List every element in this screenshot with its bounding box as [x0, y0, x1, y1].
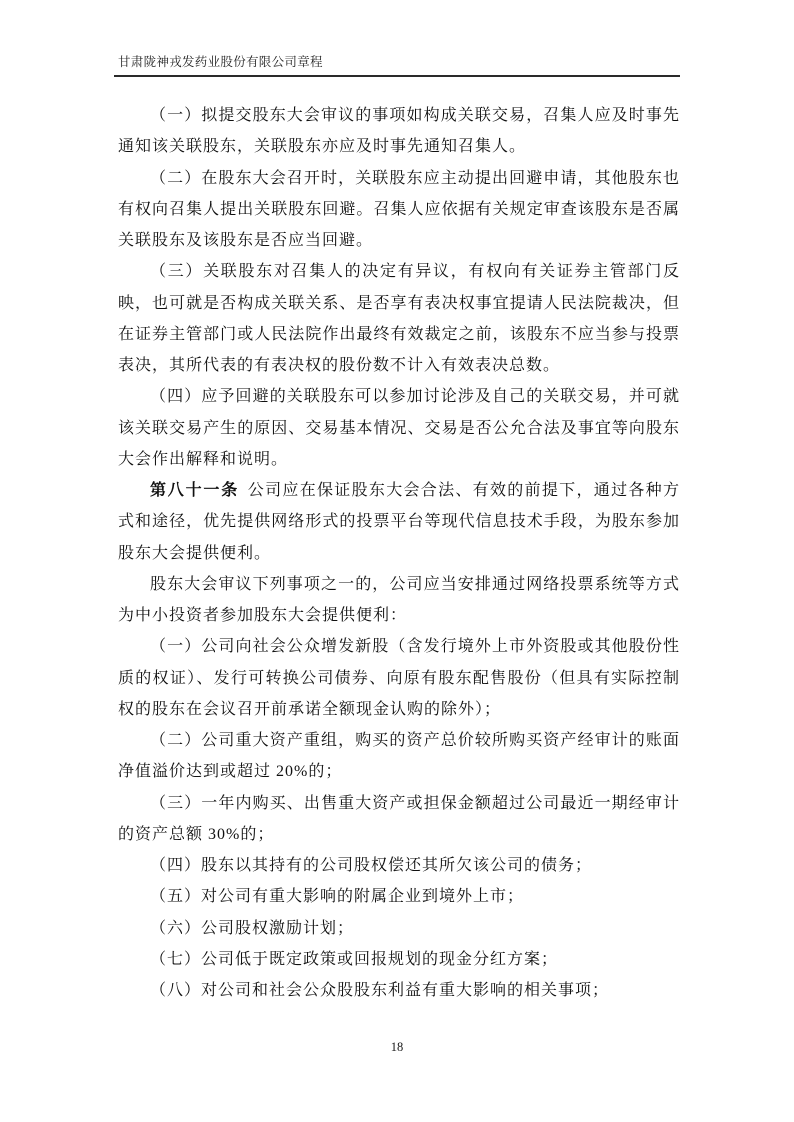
paragraph-clause-2: （二）在股东大会召开时，关联股东应主动提出回避申请，其他股东也有权向召集人提出关联股东回避。召集人应依据有关规定审查该股东是否属关联股东及该股东是否应当回避。 [118, 169, 680, 249]
paragraph-item-2: （二）公司重大资产重组，购买的资产总价较所购买资产经审计的账面净值溢价达到或超过 20%的； [118, 732, 680, 781]
page-header [114, 52, 680, 77]
paragraph-item-5: （五）对公司有重大影响的附属企业到境外上市； [150, 888, 525, 906]
paragraph-item-7: （七）公司低于既定政策或回报规划的现金分红方案； [150, 950, 559, 968]
paragraph-item-8: （八）对公司和社会公众股股东利益有重大影响的相关事项； [150, 982, 610, 999]
paragraph-clause-1: （一）拟提交股东大会审议的事项如构成关联交易，召集人应及时事先通知该关联股东，关联股东亦应及时事先通知召集人。 [118, 107, 680, 156]
paragraph-article-81 [118, 475, 680, 569]
page-number: 18 [390, 1040, 404, 1054]
paragraph-item-1: （一）公司向社会公众增发新股（含发行境外上市外资股或其他股份性质的权证）、发行可转换公司债券、向原有股东配售股份（但具有实际控制权的股东在会议召开前承诺全额现金认购的除外）； [118, 638, 680, 718]
page-footer [0, 1040, 794, 1055]
paragraph-item-6: （六）公司股权激励计划； [150, 919, 355, 937]
paragraph-item-4: （四）股东以其持有的公司股权偿还其所欠该公司的债务； [150, 857, 593, 874]
document-body [118, 100, 680, 1006]
header-title: 甘肃陇神戎发药业股份有限公司章程 [118, 55, 323, 69]
paragraph-item-3: （三）一年内购买、出售重大资产或担保金额超过公司最近一期经审计的资产总额 30%的； [118, 794, 680, 843]
paragraph-clause-4: （四）应予回避的关联股东可以参加讨论涉及自己的关联交易，并可就该关联交易产生的原因、交易基本情况、交易是否公允合法及事宜等向股东大会作出解释和说明。 [118, 388, 680, 468]
paragraph-clause-3: （三）关联股东对召集人的决定有异议，有权向有关证券主管部门反映，也可就是否构成关联关系、是否享有表决权事宜提请人民法院裁决，但在证券主管部门或人民法院作出最终有效裁定之前，该股东不应当参与投票表决，其所代表的有表决权的股份数不计入有效表决总数。 [118, 263, 680, 374]
article-81-text: 公司应在保证股东大会合法、有效的前提下，通过各种方式和途径，优先提供网络形式的投票平台等现代信息技术手段，为股东参加股东大会提供便利。 [118, 482, 680, 562]
article-81-number: 第八十一条 [150, 482, 239, 499]
paragraph-intro-list: 股东大会审议下列事项之一的，公司应当安排通过网络投票系统等方式为中小投资者参加股东大会提供便利： [118, 575, 680, 624]
